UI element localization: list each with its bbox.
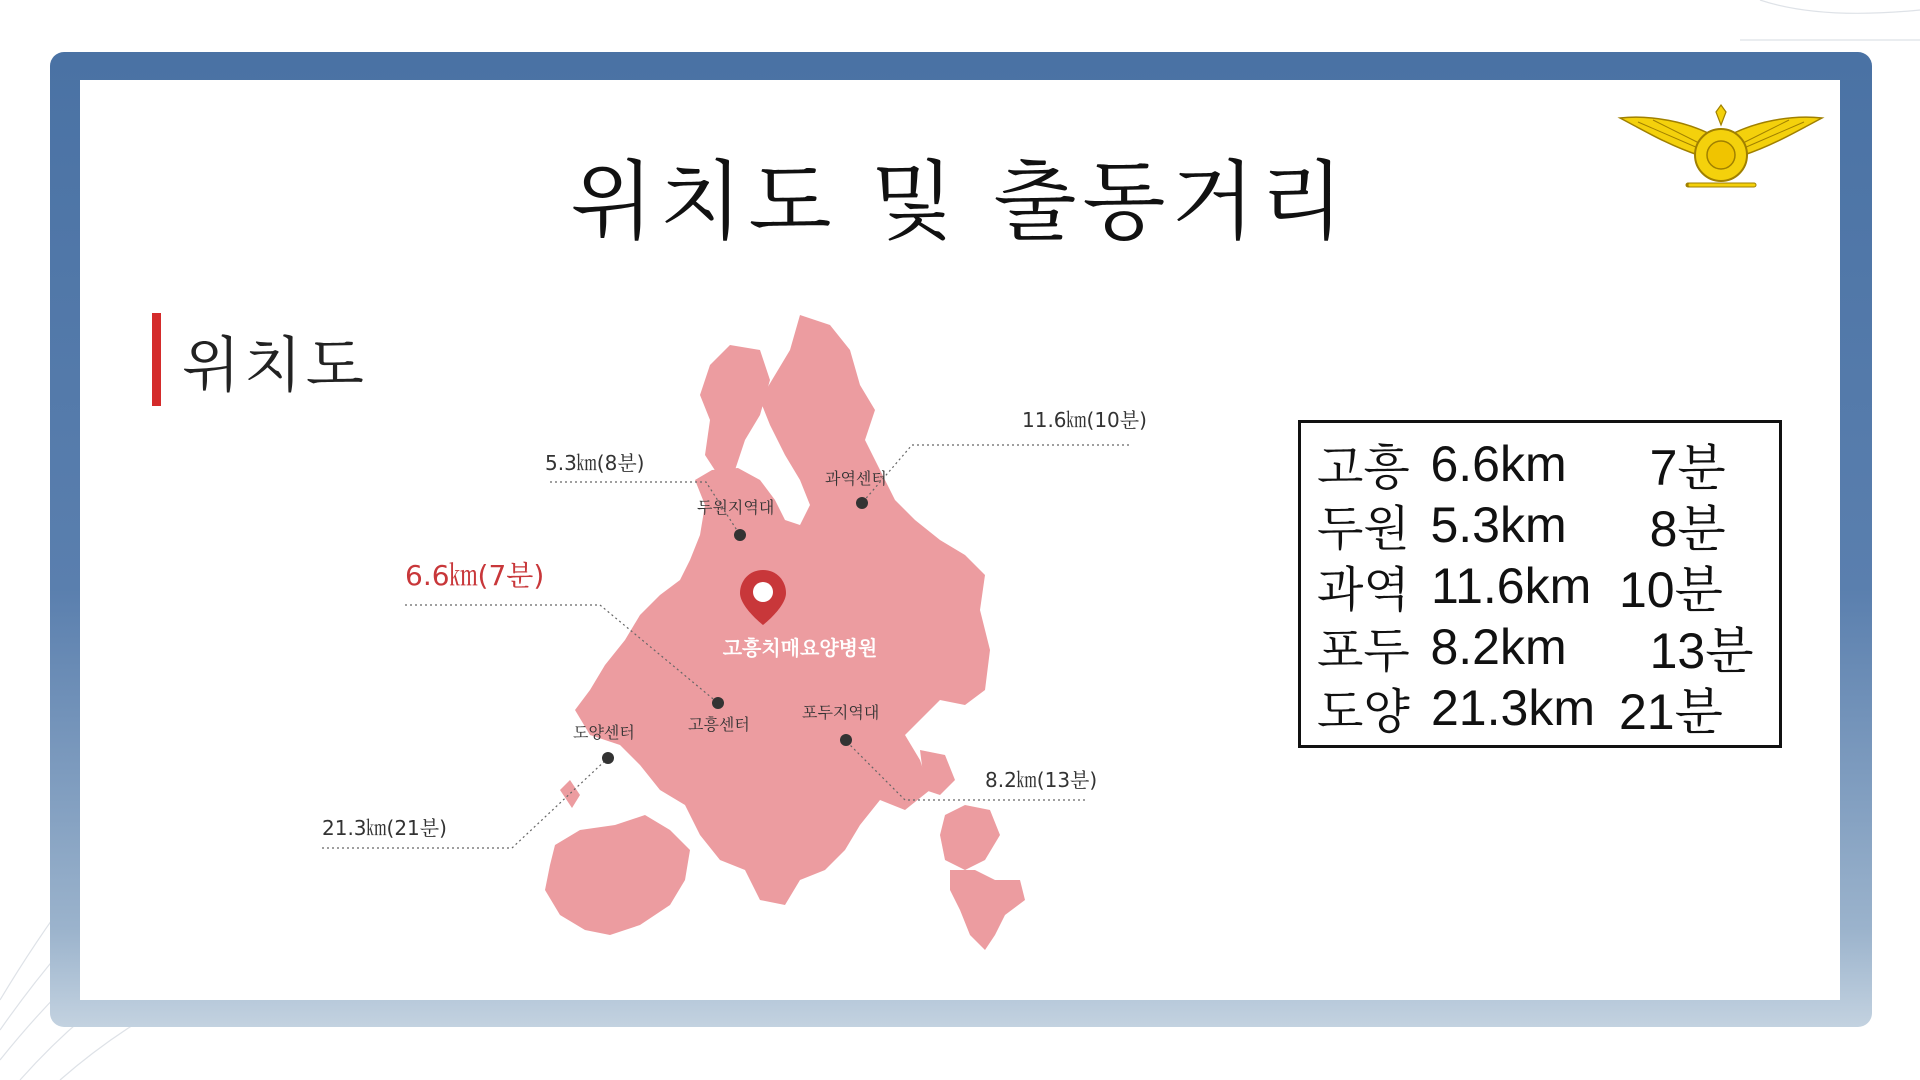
distance-km: 11.6km xyxy=(1431,557,1592,614)
leader-line-gwayeok xyxy=(862,445,1129,503)
distance-place: 포두 xyxy=(1317,623,1410,679)
place-label-goheung: 고흥센터 xyxy=(688,715,750,734)
distance-label-doyang: 21.3㎞(21분) xyxy=(322,816,447,840)
distance-km: 8.2km xyxy=(1430,618,1567,675)
place-label-podu: 포두지역대 xyxy=(802,703,880,722)
distance-place: 도양 xyxy=(1317,684,1410,740)
distance-minutes: 7분 xyxy=(1649,439,1726,496)
location-map xyxy=(300,300,1147,960)
distance-minutes: 8분 xyxy=(1649,500,1726,557)
distance-minutes: 13분 xyxy=(1649,622,1754,679)
distance-table xyxy=(1298,420,1782,748)
distance-row xyxy=(1317,677,1779,738)
section-title: 위치도 xyxy=(182,331,368,401)
distance-place: 고흥 xyxy=(1317,440,1410,496)
place-label-duwon: 두원지역대 xyxy=(697,498,775,517)
distance-label-goheung: 6.6㎞(7분) xyxy=(405,559,545,592)
distance-place: 두원 xyxy=(1317,501,1410,557)
land-region xyxy=(545,315,1025,950)
distance-place: 과역 xyxy=(1317,562,1410,618)
marker-duwon xyxy=(734,529,746,541)
fire-service-emblem-icon xyxy=(1618,100,1824,200)
distance-km: 5.3km xyxy=(1430,496,1567,553)
place-label-doyang: 도양센터 xyxy=(573,723,635,742)
distance-label-gwayeok: 11.6㎞(10분) xyxy=(1022,408,1147,432)
distance-row xyxy=(1317,494,1779,555)
marker-podu xyxy=(840,734,852,746)
distance-label-podu: 8.2㎞(13분) xyxy=(985,768,1098,792)
distance-minutes: 10분 xyxy=(1619,561,1723,618)
distance-km: 21.3km xyxy=(1431,679,1595,736)
distance-row xyxy=(1317,555,1779,616)
distance-row xyxy=(1317,616,1779,677)
distance-km: 6.6km xyxy=(1430,435,1567,492)
marker-gwayeok xyxy=(856,497,868,509)
hospital-label: 고흥치매요양병원 xyxy=(722,636,878,660)
distance-row xyxy=(1317,433,1779,494)
section-accent-bar xyxy=(152,313,161,406)
marker-doyang xyxy=(602,752,614,764)
distance-label-duwon: 5.3㎞(8분) xyxy=(545,451,645,475)
marker-goheung xyxy=(712,697,724,709)
place-label-gwayeok: 과역센터 xyxy=(825,469,887,488)
page-title: 위치도 및 출동거리 xyxy=(570,152,1350,252)
distance-minutes: 21분 xyxy=(1619,683,1723,740)
